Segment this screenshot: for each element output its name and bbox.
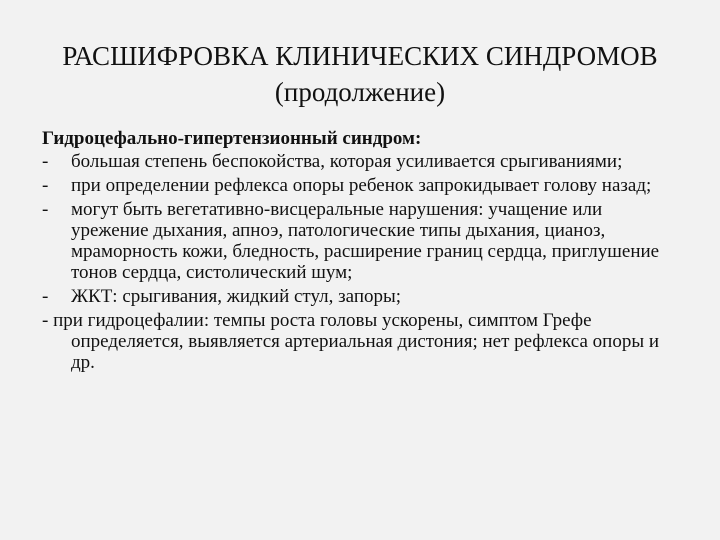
title-line-2: (продолжение) [274, 77, 446, 107]
list-item-text: ЖКТ: срыгивания, жидкий стул, запоры; [71, 286, 402, 307]
slide-content [42, 128, 682, 376]
bullet-dash: - [42, 286, 49, 307]
list-item [42, 286, 682, 307]
title-line-1: РАСШИФРОВКА КЛИНИЧЕСКИХ СИНДРОМОВ [62, 41, 658, 71]
bullet-dash: - [42, 175, 49, 196]
section-heading: Гидроцефально-гипертензионный синдром: [42, 128, 422, 149]
list-item-text: большая степень беспокойства, которая усиливается срыгиваниями; [71, 151, 623, 172]
slide-title [0, 38, 720, 110]
list-item [42, 199, 682, 283]
list-item [42, 151, 682, 172]
list-item [42, 175, 682, 196]
list-item-text: могут быть вегетативно-висцеральные нарушения: учащение или урежение дыхания, апноэ, патологические типы дыхания, цианоз, мраморность кожи, бледность, расширение границ сердца, приглушение тонов сердца, систолический шум; [71, 199, 660, 283]
bullet-dash: - [42, 199, 49, 220]
bullet-dash: - [42, 310, 54, 331]
list-item-text: при гидроцефалии: темпы роста головы ускорены, симптом Грефе определяется, выявляется артериальная дистония; нет рефлекса опоры и др. [53, 310, 659, 373]
list-item-text: при определении рефлекса опоры ребенок запрокидывает голову назад; [71, 175, 652, 196]
bullet-dash: - [42, 151, 49, 172]
list-item [42, 310, 682, 373]
